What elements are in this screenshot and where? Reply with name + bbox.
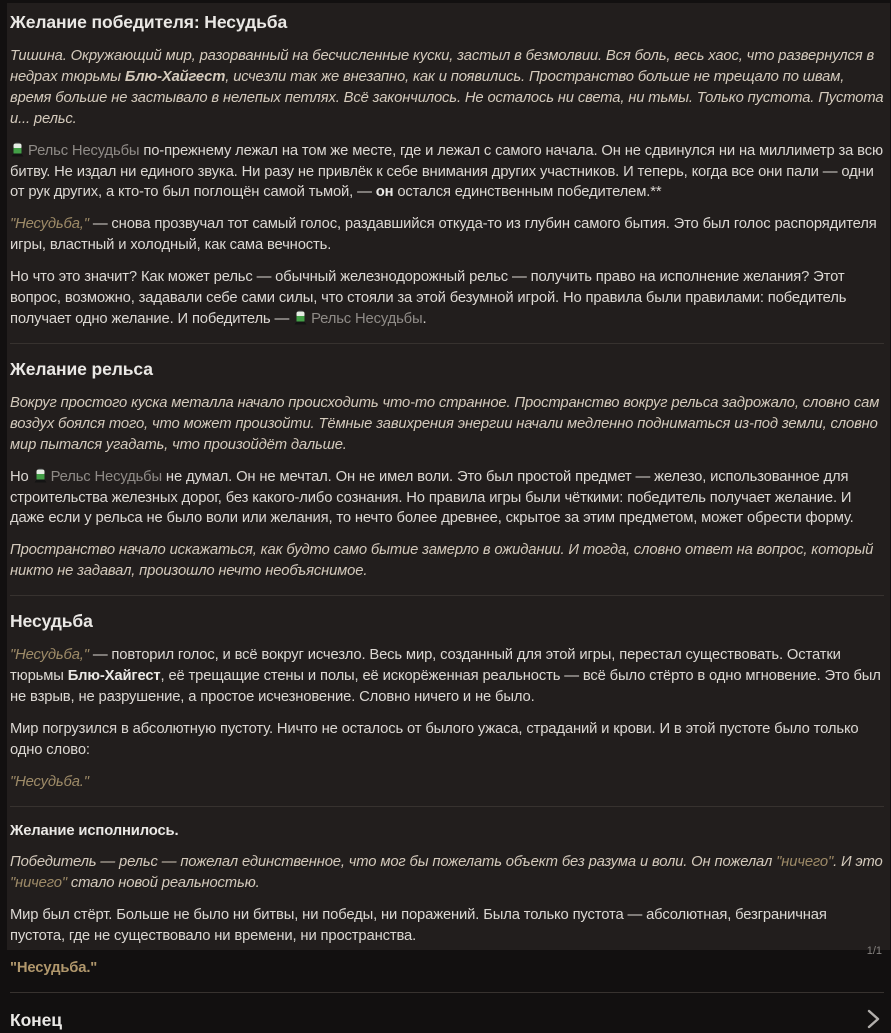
text-segment: "Несудьба," (10, 647, 89, 664)
story-paragraph (10, 852, 884, 894)
text-segment: Но (10, 468, 33, 485)
story-paragraph (10, 393, 884, 456)
text-segment: Мир был стёрт. Больше не было ни битвы, ни победы, ни поражений. Была только пустота — абсолютная, безграничная пустота, где не существовало ни времени, ни пространства. (10, 907, 827, 945)
section-heading: Несудьба (10, 611, 93, 632)
end-row (10, 1007, 884, 1033)
story-paragraph (10, 214, 884, 256)
text-segment: он (375, 184, 394, 201)
story-paragraph (10, 958, 884, 979)
text-segment: "Несудьба." (10, 960, 98, 977)
text-segment: стало новой реальностью. (66, 875, 260, 892)
text-segment: по-прежнему лежал на том же месте, где и лежал с самого начала. Он не сдвинулся ни на миллиметр за всю битву. Не издал ни единого звука. Ни разу не привлёк к себе внимания других участников. И теперь, когда все они пали — одни от рук других, а кто-то был поглощён самой тьмой, — (10, 142, 883, 201)
text-segment: Блю-Хайгест (124, 68, 226, 85)
story-paragraph (10, 141, 884, 204)
story-paragraph (10, 905, 884, 947)
text-segment: "Несудьба." (10, 773, 89, 790)
end-heading: Конец (10, 1010, 62, 1030)
text-segment: остался единственным победителем.** (393, 184, 662, 201)
chevron-right-icon (865, 1008, 881, 1033)
text-segment: Желание исполнилось. (10, 822, 179, 839)
rail-avatar-icon (11, 142, 24, 157)
rail-avatar-icon (294, 310, 307, 325)
story-paragraph (10, 772, 884, 793)
text-segment: Вокруг простого куска металла начало происходить что-то странное. Пространство вокруг рельса задрожало, словно сам воздух боялся того, что может произойти. Тёмные завихрения энергии начали медленно подниматься из-под земли, словно мир пытался угадать, что произойдёт дальше. (10, 394, 880, 453)
text-segment: . (422, 310, 427, 327)
text-segment: Но что это значит? Как может рельс — обычный железнодорожный рельс — получить право на исполнение желания? Этот вопрос, возможно, задавали себе сами силы, что стояли за этой безумной игрой. Но правила были правилами: победитель получает одно желание. И победитель — (10, 269, 847, 327)
text-segment: Тишина. Окружающий мир, разорванный на бесчисленные куски, застыл в безмолвии. Вся боль, весь хаос, что развернулся в недрах тюрьмы (10, 48, 875, 85)
text-segment: Пространство начало искажаться, как будто само бытие замерло в ожидании. И тогда, словно ответ на вопрос, который никто не задавал, произошло нечто необъяснимое. (10, 542, 874, 580)
character-mention: Рельс Несудьбы (33, 469, 162, 485)
section-heading: Желание победителя: Несудьба (10, 12, 288, 32)
story-paragraph (10, 719, 884, 761)
text-segment: Блю-Хайгест (67, 668, 161, 685)
text-segment: . И это (833, 854, 883, 871)
text-segment: Победитель — рельс — пожелал единственное, что мог бы пожелать объект без разума и воли. Он пожелал (10, 854, 777, 871)
section-divider (10, 343, 884, 344)
story-content (10, 11, 884, 993)
story-paragraph (10, 821, 884, 842)
text-segment: "ничего" (776, 854, 834, 871)
text-segment: не думал. Он не мечтал. Он не имел воли. Это был простой предмет — железо, использованное для строительства железных дорог, без какого-либо сознания. Но правила игры были чёткими: победитель получает желание. И даже если у рельса не было воли или желания, то нечто более древнее, скрытое за этим предметом, может обрести форму. (10, 468, 854, 527)
character-mention: Рельс Несудьбы (293, 311, 422, 327)
text-segment: "ничего" (10, 875, 67, 892)
next-page-button[interactable] (862, 1007, 884, 1033)
story-paragraph (10, 267, 884, 330)
section-divider (10, 992, 884, 993)
text-segment: — повторил голос, и всё вокруг исчезло. Весь мир, созданный для этой игры, перестал существовать. Остатки тюрьмы (10, 647, 841, 685)
text-segment: , её трещащие стены и полы, её искорёженная реальность — всё было стёрто в одно мгновение. Это был не взрыв, не разрушение, а простое исчезновение. Словно ничего и не было. (10, 668, 881, 705)
story-paragraph (10, 645, 884, 708)
story-paragraph (10, 467, 884, 530)
text-segment: Мир погрузился в абсолютную пустоту. Ничто не осталось от былого ужаса, страданий и крови. И в этой пустоте было только одно слово: (10, 720, 859, 758)
text-segment: , исчезли так же внезапно, как и появились. Пространство больше не трещало по швам, время больше не застывало в нелепых петлях. Всё закончилось. Не осталось ни света, ни тьмы. Только пустота. Пустота и... рельс. (10, 68, 884, 127)
character-mention: Рельс Несудьбы (10, 143, 139, 159)
story-paragraph (10, 46, 884, 130)
text-segment: — снова прозвучал тот самый голос, раздавшийся откуда-то из глубин самого бытия. Это был голос распорядителя игры, властный и холодный, как сама вечность. (10, 216, 877, 254)
page-indicator: 1/1 (866, 945, 882, 957)
section-divider (10, 806, 884, 807)
section-heading: Желание рельса (10, 358, 153, 379)
rail-avatar-icon (34, 468, 47, 483)
text-segment: "Несудьба," (10, 216, 89, 233)
section-divider (10, 595, 884, 596)
story-paragraph (10, 540, 884, 582)
